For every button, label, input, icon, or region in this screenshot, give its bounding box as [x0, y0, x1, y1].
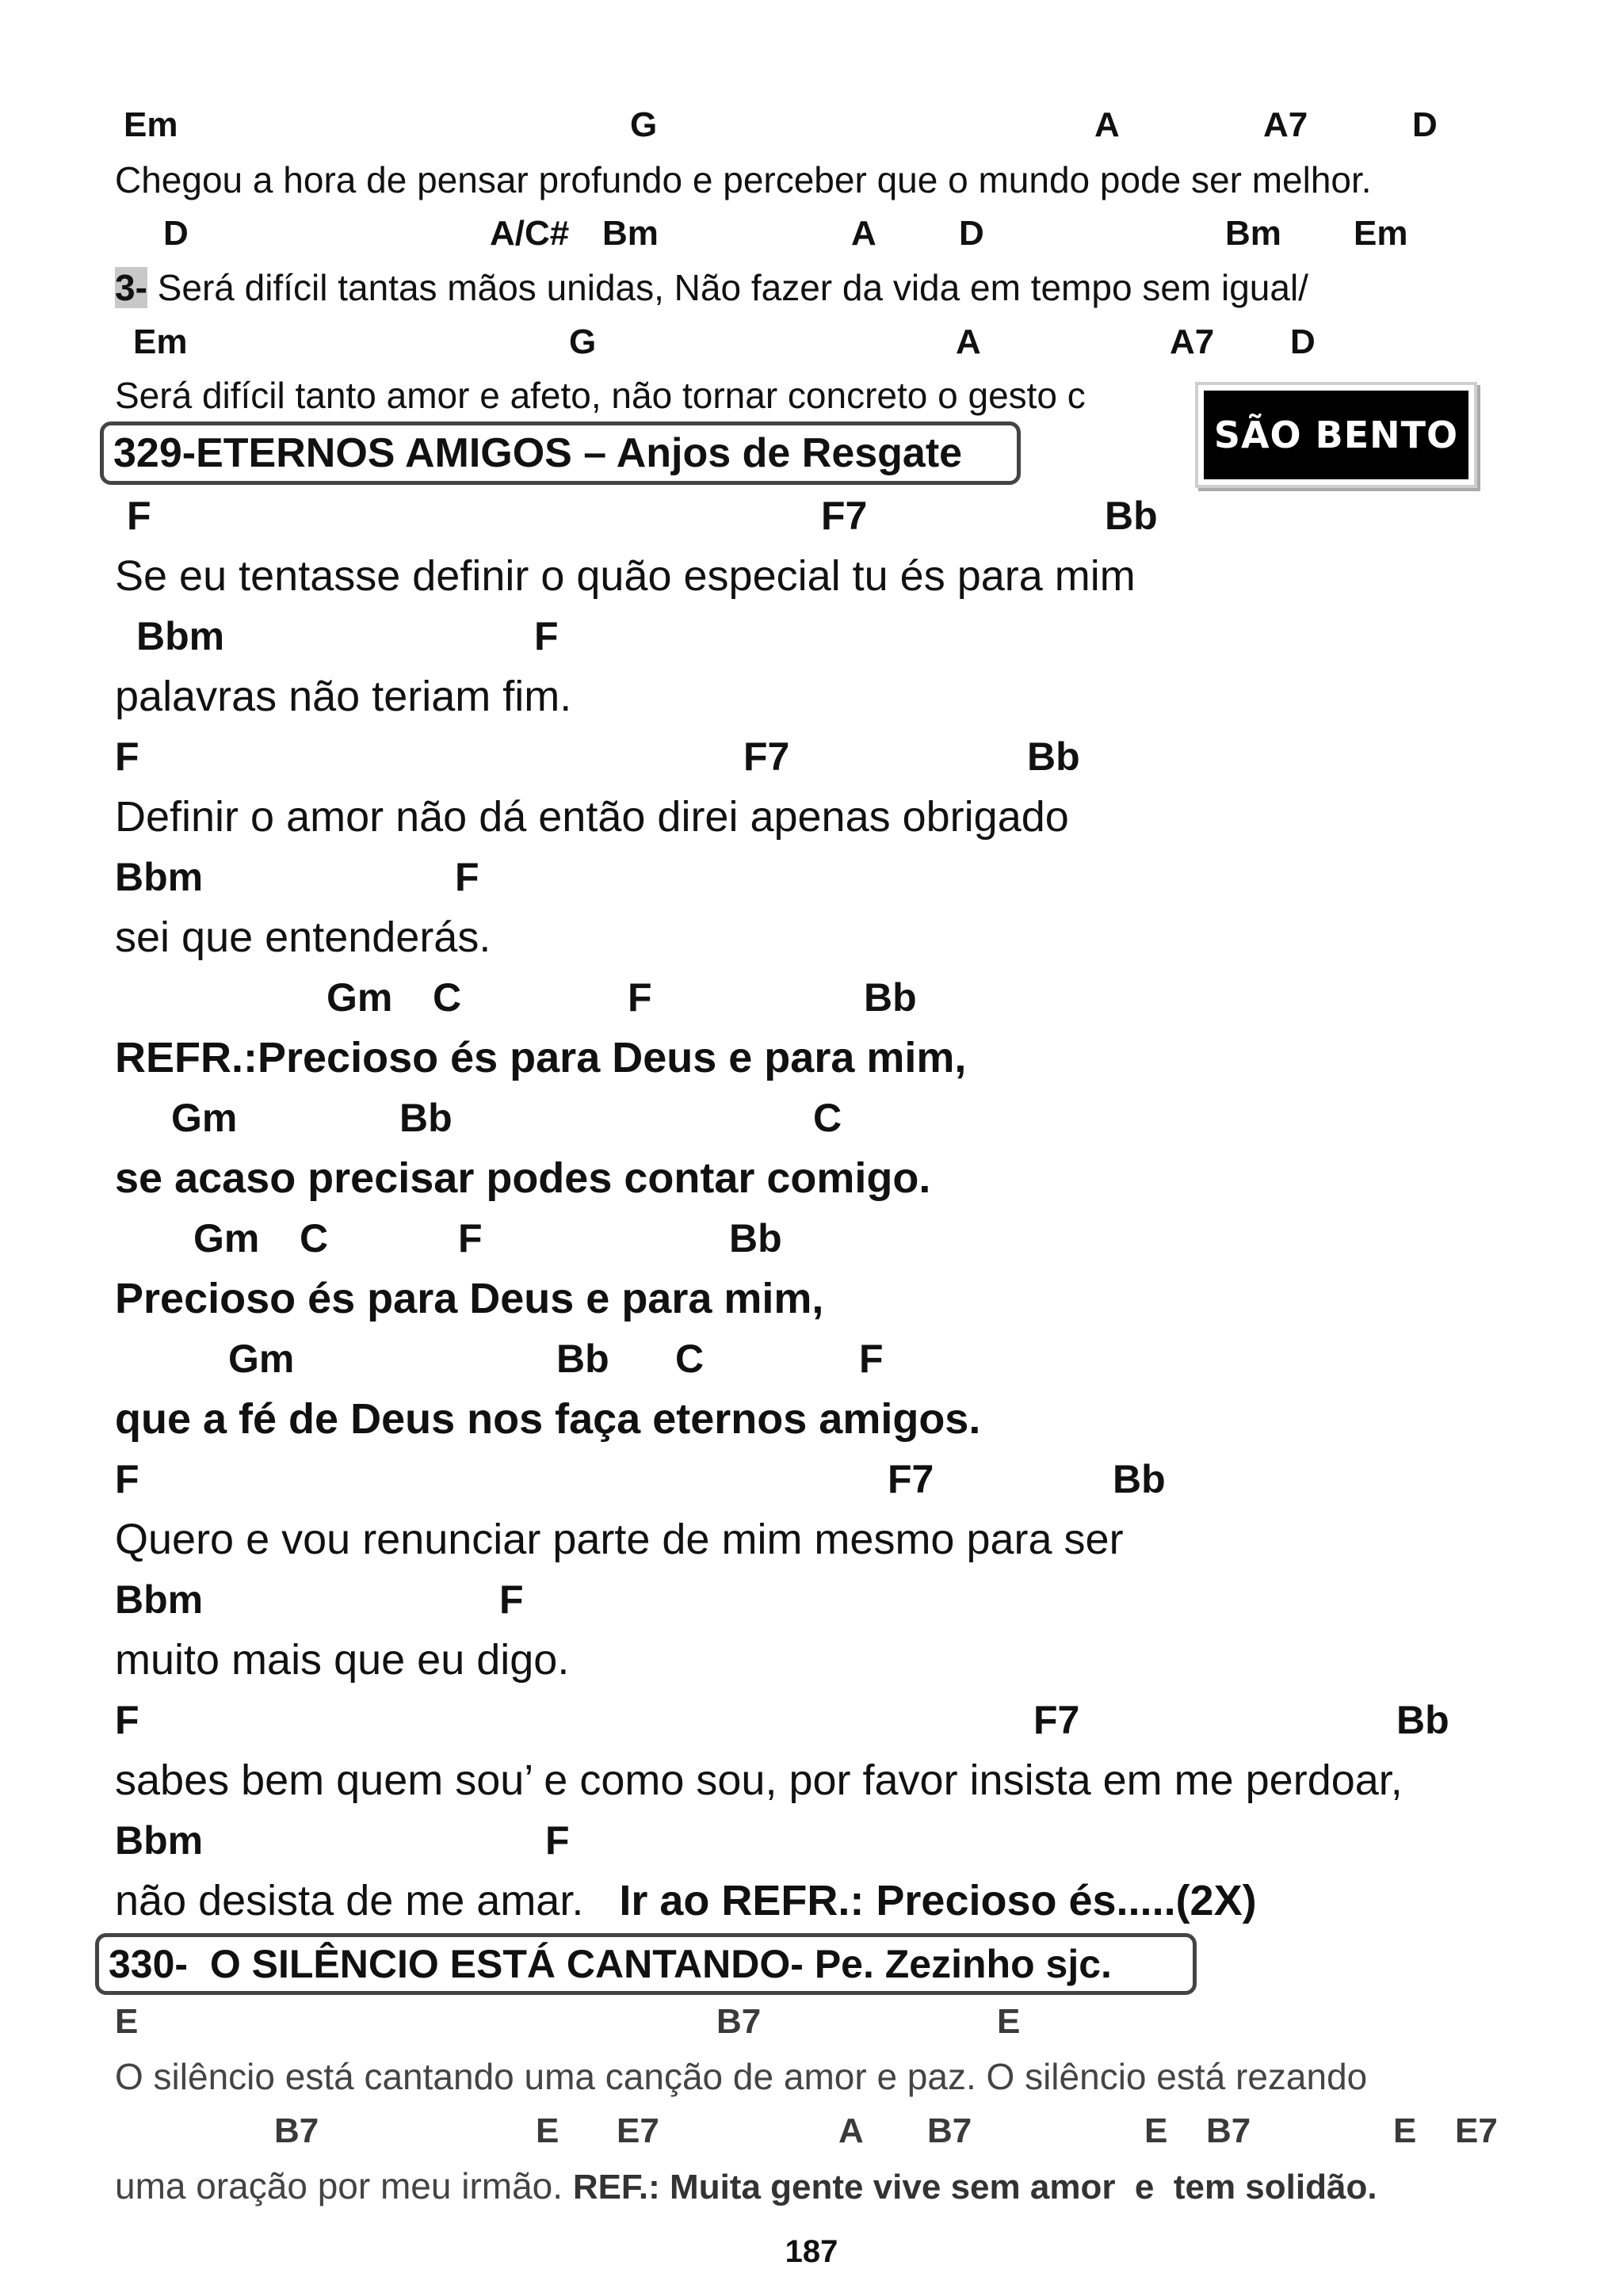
chord: Bm [1225, 214, 1281, 253]
chord: B7 [927, 2111, 972, 2150]
refrain-line: Precioso és para Deus e para mim, [115, 1275, 824, 1322]
lyric-line: Se eu tentasse definir o quão especial tu és para mim [115, 552, 1136, 600]
lyric-line: Chegou a hora de pensar profundo e perceber que o mundo pode ser melhor. [115, 159, 1372, 200]
chord: F7 [888, 1457, 934, 1501]
verse-number: 3- [115, 267, 147, 308]
chord: Bb [556, 1337, 609, 1381]
song-329-title: 329-ETERNOS AMIGOS – Anjos de Resgate [100, 421, 1021, 485]
chord: G [569, 322, 597, 361]
chord: Bb [1105, 494, 1158, 538]
chord: C [675, 1337, 705, 1381]
refrain-line: que a fé de Deus nos faça eternos amigos. [115, 1395, 981, 1443]
chord: E7 [617, 2111, 659, 2150]
chord: Bb [1396, 1698, 1449, 1742]
refrain-line: se acaso precisar podes contar comigo. [115, 1154, 931, 1202]
chord: D [163, 214, 189, 253]
chord: F [115, 1457, 139, 1501]
chord: Bbm [115, 1818, 204, 1863]
song-330-title: 330- O SILÊNCIO ESTÁ CANTANDO- Pe. Zezinho sjc. [95, 1933, 1197, 1995]
lyric-line [115, 2165, 1377, 2206]
chord: F [545, 1818, 570, 1863]
badge-label: SÃO BENTO [1204, 391, 1468, 479]
lyric-line: Definir o amor não dá então direi apenas obrigado [115, 793, 1069, 841]
chord: F [127, 494, 151, 538]
lyric-line [115, 269, 1308, 306]
lyric-line: muito mais que eu digo. [115, 1636, 570, 1684]
lyric-text: uma oração por meu irmão. [115, 2165, 563, 2206]
chord: Em [124, 105, 178, 144]
chord: A7 [1263, 105, 1308, 144]
chord: Gm [193, 1216, 260, 1261]
refrain-instruction: Ir ao REFR.: Precioso és.....(2X) [619, 1877, 1257, 1924]
chord: Gm [327, 975, 393, 1020]
chord: G [630, 105, 658, 144]
chord: Bb [1113, 1457, 1166, 1501]
chord: E [536, 2111, 559, 2150]
lyric-line: Quero e vou renunciar parte de mim mesmo para ser [115, 1516, 1124, 1563]
chord: C [813, 1096, 842, 1140]
lyric-line: palavras não teriam fim. [115, 673, 572, 720]
lyric-line: sei que entenderás. [115, 913, 491, 961]
lyric-line: sabes bem quem sou’ e como sou, por favor insista em me perdoar, [115, 1756, 1403, 1804]
chord: E [1144, 2111, 1168, 2150]
refrain-text: REF.: Muita gente vive sem amor e tem solidão. [572, 2168, 1377, 2206]
chord: E [997, 2002, 1021, 2041]
lyric-line [115, 1879, 1257, 1922]
chord: C [300, 1216, 329, 1261]
chord: F7 [821, 494, 868, 538]
chord: Bbm [115, 855, 204, 899]
chord: Bbm [115, 1577, 204, 1622]
chord: Bb [1027, 734, 1080, 779]
chord: E [1393, 2111, 1417, 2150]
chord: Bb [399, 1096, 453, 1140]
sao-bento-badge [1195, 382, 1477, 488]
chord: F [458, 1216, 483, 1261]
chord: F [115, 1698, 139, 1742]
chord: A/C# [490, 214, 570, 253]
chord: Em [1354, 214, 1408, 253]
chord: B7 [274, 2111, 319, 2150]
chord: Bb [729, 1216, 782, 1261]
chord: F7 [743, 734, 790, 779]
chord: B7 [1206, 2111, 1251, 2150]
chord: F [628, 975, 652, 1020]
chord: A [838, 2111, 864, 2150]
chord: Em [133, 322, 188, 361]
chord: F7 [1033, 1698, 1080, 1742]
chord: Gm [228, 1337, 295, 1381]
chord: A [1094, 105, 1120, 144]
chord: Bm [602, 214, 659, 253]
chord: B7 [716, 2002, 762, 2041]
chord: F [455, 855, 479, 899]
lyric-text: Será difícil tantas mãos unidas, Não fazer da vida em tempo sem igual/ [147, 267, 1308, 308]
chord: C [433, 975, 462, 1020]
chord: F [534, 614, 559, 658]
chord: E7 [1455, 2111, 1498, 2150]
chord: E [115, 2002, 139, 2041]
lyric-text: não desista de me amar. [115, 1877, 584, 1924]
chord: F [115, 734, 139, 779]
chord: D [1290, 322, 1316, 361]
lyric-line: O silêncio está cantando uma canção de amor e paz. O silêncio está rezando [115, 2056, 1368, 2097]
chord: F [499, 1577, 524, 1622]
chord: Bbm [136, 614, 225, 658]
chord: Gm [171, 1096, 238, 1140]
chord: A [956, 322, 981, 361]
chord: D [959, 214, 984, 253]
chord: F [859, 1337, 884, 1381]
refrain-line: REFR.:Precioso és para Deus e para mim, [115, 1034, 967, 1081]
chord: D [1412, 105, 1438, 144]
page-number: 187 [785, 2234, 838, 2269]
chord: A7 [1170, 322, 1215, 361]
lyric-line: Será difícil tanto amor e afeto, não tornar concreto o gesto c [115, 375, 1086, 416]
chord: A [851, 214, 876, 253]
chord: Bb [864, 975, 917, 1020]
